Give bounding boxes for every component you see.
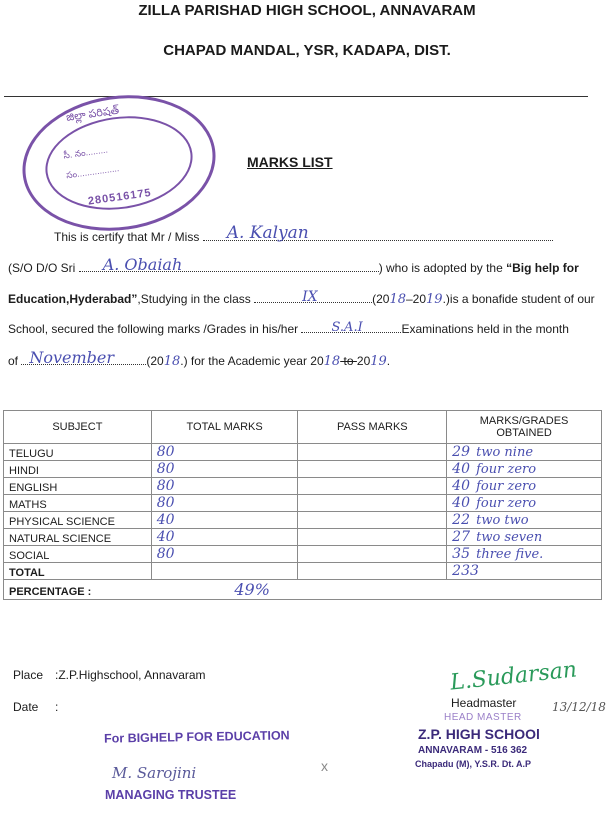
total-value: 233: [452, 563, 479, 579]
total-row: TOTAL 233: [4, 563, 602, 580]
class-value: IX: [302, 289, 318, 305]
hm-stamp-district: Chapadu (M), Y.S.R. Dt. A.P: [415, 759, 532, 769]
hm-stamp-title: HEAD MASTER: [444, 712, 522, 723]
date-label: Date: [13, 700, 39, 714]
trustee-label: MANAGING TRUSTEE: [105, 788, 237, 802]
table-row: PHYSICAL SCIENCE 40 22 two two: [4, 512, 602, 529]
marks-table: [3, 410, 602, 600]
table-row: SOCIAL 80 35 three five.: [4, 546, 602, 563]
place-value: :Z.P.Highschool, Annavaram: [55, 668, 206, 682]
hm-stamp-place: ANNAVARAM - 516 362: [418, 745, 528, 756]
headmaster-signature: L.Sudarsan: [449, 657, 579, 696]
student-name: A. Kalyan: [226, 223, 309, 243]
school-round-stamp: జిల్లా పరిషత్ సీ. నం......... సం................. 280516175: [14, 83, 225, 243]
table-row: MATHS 80 40 four zero: [4, 495, 602, 512]
headmaster-date: 13/12/18: [552, 700, 606, 714]
table-row: ENGLISH 80 40 four zero: [4, 478, 602, 495]
col-obtained: MARKS/GRADES OBTAINED: [447, 411, 602, 444]
cert-line-2: (S/O D/O Sri A. Obaiah ) who is adopted by the “Big help for: [8, 255, 579, 275]
table-row: TELUGU 80 29 two nine: [4, 444, 602, 461]
percentage-row: PERCENTAGE : 49%: [4, 580, 602, 600]
table-row: HINDI 80 40 four zero: [4, 461, 602, 478]
father-name: A. Obaiah: [102, 255, 183, 274]
header-divider: [4, 96, 588, 97]
place-label: Place: [13, 668, 44, 682]
marks-list-title: MARKS LIST: [247, 154, 333, 170]
table-row: NATURAL SCIENCE 40 27 two seven: [4, 529, 602, 546]
col-total-marks: TOTAL MARKS: [151, 411, 298, 444]
date-value: :: [55, 700, 59, 714]
hm-stamp-school: Z.P. HIGH SCHOOl: [418, 726, 540, 742]
col-subject: SUBJECT: [4, 411, 152, 444]
school-name: ZILLA PARISHAD HIGH SCHOOL, ANNAVARAM: [138, 2, 476, 19]
stray-mark: x: [321, 758, 328, 774]
month-value: November: [29, 348, 115, 367]
cert-line-5: of November (2018.) for the Academic year 2018 to 2019.: [8, 348, 391, 369]
org-stamp: For BIGHELP FOR EDUCATION: [103, 728, 290, 746]
cert-line-4: School, secured the following marks /Grades in his/her S.A.I Examinations held in the month: [8, 320, 569, 336]
cert-line-1: This is certify that Mr / Miss A. Kalyan: [54, 226, 553, 244]
exam-value: S.A.I: [331, 320, 363, 335]
headmaster-label: Headmaster: [451, 696, 517, 710]
cert-line-3: Education,Hyderabad”,Studying in the class IX (2018–2019.)is a bonafide student of our: [8, 289, 595, 307]
col-pass-marks: PASS MARKS: [298, 411, 447, 444]
school-address: CHAPAD MANDAL, YSR, KADAPA, DIST.: [163, 42, 451, 59]
trustee-signature: M. Sarojini: [112, 764, 197, 782]
table-header-row: [4, 411, 602, 444]
percentage-value: 49%: [234, 580, 270, 599]
